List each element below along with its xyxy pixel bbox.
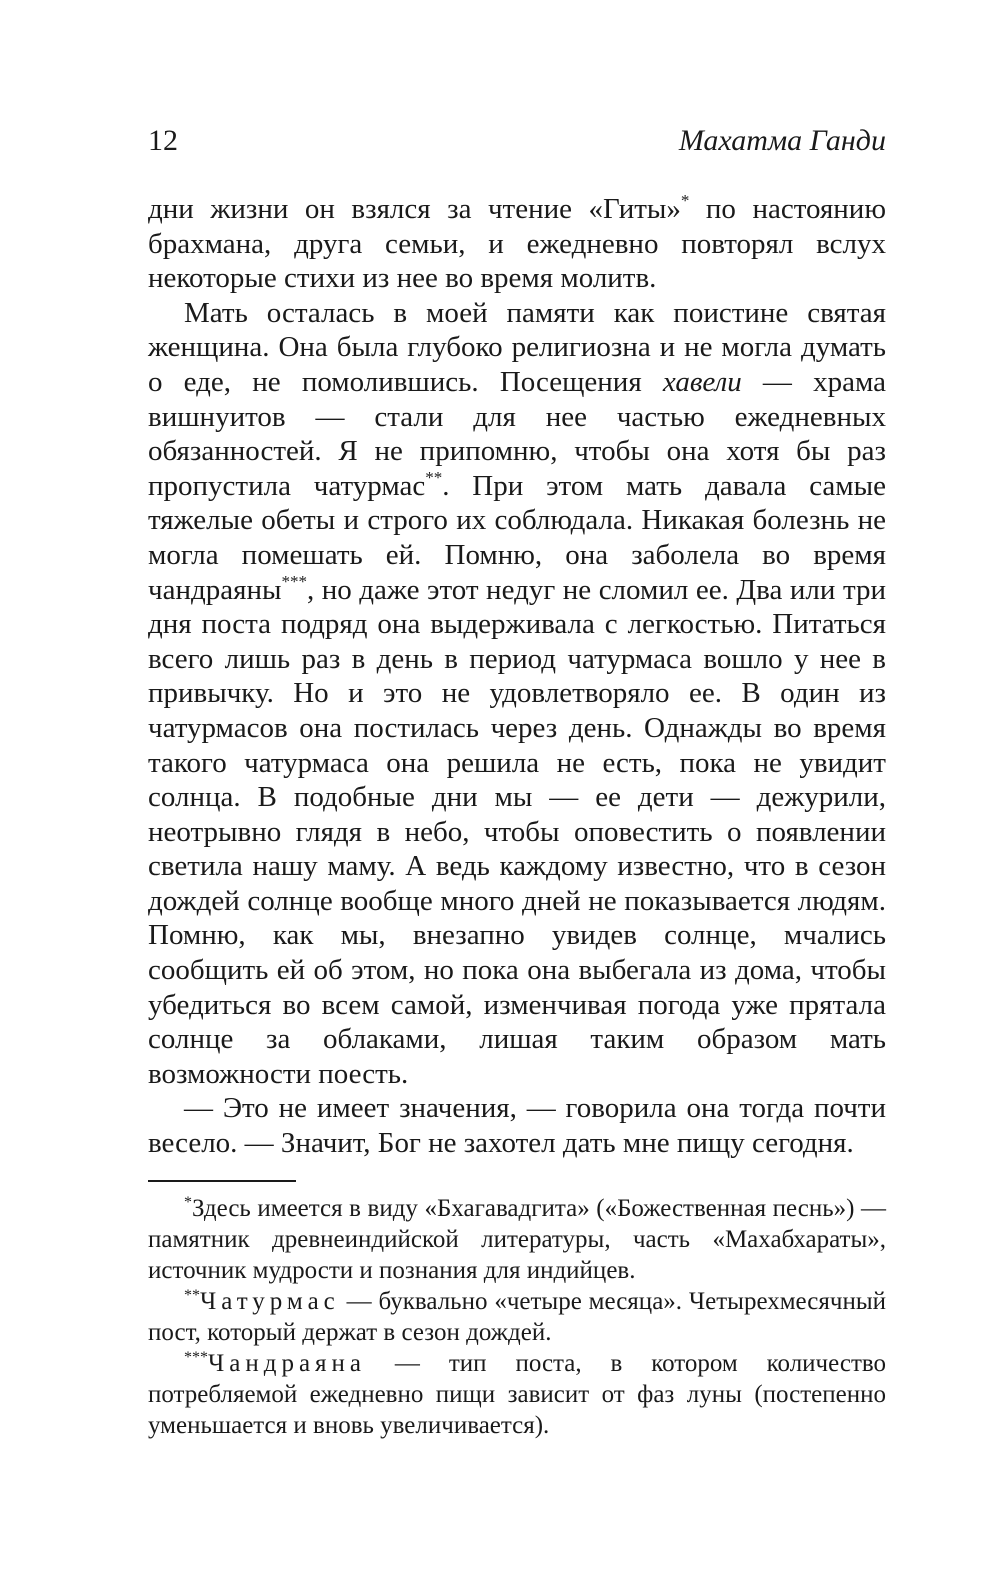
footnote-3 xyxy=(148,1348,886,1441)
footnote-ref-2: ** xyxy=(425,467,443,487)
paragraph-3: — Это не имеет значения, — говорила она тогда почти весело. — Значит, Бог не захотел дать мне пищу сегодня. xyxy=(148,1092,886,1160)
footnote-2-text: — буквально «четыре месяца». Четырехмесячный пост, который держат в сезон дождей. xyxy=(148,1288,886,1346)
footnote-ref-3: *** xyxy=(281,571,307,591)
footnote-ref-1: * xyxy=(680,191,690,210)
footnote-1-text: Здесь имеется в виду «Бхагавадгита» («Божественная песнь») — памятник древнеиндийской литературы, часть «Махабхараты», источник мудрости и познания для индийцев. xyxy=(148,1195,886,1284)
paragraph-1-text-rest: по настоянию брахмана, друга семьи, и ежедневно повторял вслух некоторые стихи из нее во время молитв. xyxy=(148,193,886,295)
page-number: 12 xyxy=(148,124,178,157)
paragraph-2 xyxy=(148,296,886,1092)
paragraph-2-text-a: Мать осталась в моей памяти как поистине святая женщина. Она была глубоко религиозна и не могла думать о еде, не помолившись. Посещения xyxy=(148,296,886,398)
paragraph-2-italic-term: хавели xyxy=(662,365,742,398)
footnote-1 xyxy=(148,1193,886,1286)
footnotes xyxy=(148,1193,886,1441)
footnote-divider xyxy=(148,1180,296,1182)
footnote-3-term: Чандраяна xyxy=(208,1350,367,1377)
footnote-2-mark: ** xyxy=(184,1287,200,1304)
paragraph-1 xyxy=(148,192,886,296)
paragraph-2-text-c: . При этом мать давала самые тяжелые обеты и строго их соблюдала. Никакая болезнь не могла помешать ей. Помню, она заболела во время чандраяны xyxy=(148,469,886,606)
main-text xyxy=(148,192,886,1161)
footnote-3-text: — тип поста, в котором количество потребляемой ежедневно пищи зависит от фаз луны (постепенно уменьшается и вновь увеличивается). xyxy=(148,1350,886,1439)
footnote-2 xyxy=(148,1286,886,1348)
paragraph-2-text-b: — храма вишнуитов — стали для нее частью ежедневных обязанностей. Я не припомню, чтобы она хотя бы раз пропустила чатурмас xyxy=(148,365,886,502)
paragraph-1-text: дни жизни он взялся за чтение «Гиты» xyxy=(148,193,681,225)
page-header xyxy=(148,124,886,168)
paragraph-2-text-d: , но даже этот недуг не сломил ее. Два или три дня поста подряд она выдерживала с легкостью. Питаться всего лишь раз в день в период чатурмаса вошло у нее в привычку. Но и это не удовлетворяло ее. В один из чатурмасов она постилась через день. Однажды во время такого чатурмаса она решила не есть, пока не увидит солнца. В подобные дни мы — ее дети — дежурили, неотрывно глядя в небо, чтобы оповестить о появлении светила нашу маму. А ведь каждому известно, что в сезон дождей солнце вообще много дней не показывается людям. Помню, как мы, внезапно увидев солнце, мчались сообщить ей об этом, но пока она выбегала из дома, чтобы убедиться во всем самой, изменчивая погода уже прятала солнце за облаками, лишая таким образом мать возможности поесть. xyxy=(148,573,886,1090)
footnote-2-term: Чатурмас xyxy=(200,1288,340,1315)
footnote-3-mark: *** xyxy=(184,1349,208,1366)
running-title: Махатма Ганди xyxy=(678,124,886,157)
footnote-1-mark: * xyxy=(184,1194,192,1211)
